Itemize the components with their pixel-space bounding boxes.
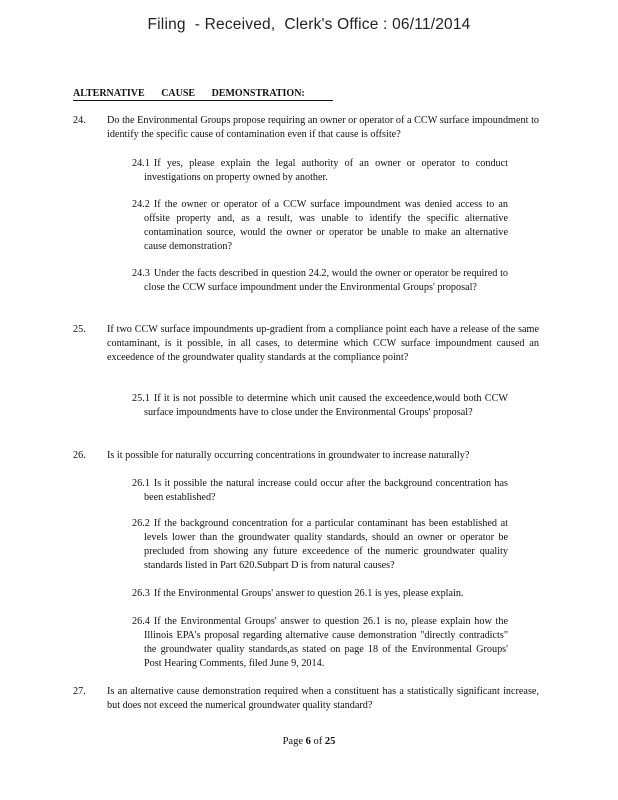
section-title: ALTERNATIVE CAUSE DEMONSTRATION: bbox=[73, 88, 333, 101]
total-pages: 25 bbox=[324, 736, 336, 747]
subquestion-text: 24.2 If the owner or operator of a CCW surface impoundment was denied access to an offsite property and, as a result, was unable to identify the specific alternative contamination source, would the owner or operator be unable to make an alternative cause demonstration? bbox=[132, 199, 508, 252]
question-number: 24. bbox=[73, 115, 86, 126]
question-text: If two CCW surface impoundments up-gradient from a compliance point each have a release of the same contaminant, is it possible, in all cases, to determine which CCW surface impoundment caused an exceedence of the groundwater quality standards at the compliance point? bbox=[107, 324, 539, 363]
subquestion-number-inline: 26.3 bbox=[132, 588, 150, 599]
subquestion-text: 26.4 If the Environmental Groups' answer to question 26.1 is no, please explain how the Illinois EPA's proposal regarding alternative cause demonstration "directly contradicts" the groundwater quality standards,as stated on page 18 of the Environmental Groups' Post Hearing Comments, filed June 9, 2014. bbox=[132, 616, 508, 669]
question-text: Do the Environmental Groups propose requiring an owner or operator of a CCW surface impoundment to identify the specific cause of contamination even if that cause is offsite? bbox=[107, 115, 539, 140]
subquestion-text: 24.3 Under the facts described in question 24.2, would the owner or operator be required to close the CCW surface impoundment under the Environmental Groups' proposal? bbox=[132, 268, 508, 293]
subquestion-text: 25.1 If it is not possible to determine which unit caused the exceedence,would both CCW surface impoundments have to close under the Environmental Groups' proposal? bbox=[132, 393, 508, 418]
subquestion-number-inline: 26.4 bbox=[132, 616, 150, 627]
filing-stamp: Filing - Received, Clerk's Office : 06/11/2014 bbox=[147, 16, 471, 33]
question-number: 25. bbox=[73, 324, 86, 335]
subquestion-number-inline: 24.1 bbox=[132, 158, 150, 169]
subquestion-number-inline: 24.2 bbox=[132, 199, 150, 210]
question-number: 26. bbox=[73, 450, 86, 461]
subquestion-text: 26.1 Is it possible the natural increase could occur after the background concentration has been established? bbox=[132, 478, 508, 503]
subquestion-number-inline: 24.3 bbox=[132, 268, 150, 279]
question-number: 27. bbox=[73, 686, 86, 697]
subquestion-text: 26.3 If the Environmental Groups' answer to question 26.1 is yes, please explain. bbox=[132, 588, 464, 599]
subquestion-number-inline: 26.2 bbox=[132, 518, 150, 529]
page-footer bbox=[0, 736, 618, 747]
subquestion-text: 26.2 If the background concentration for a particular contaminant has been established at levels lower than the groundwater quality standards, should an owner or operator be precluded from showing any future exceedence of the numeric groundwater quality standards listed in Part 620.Subpart D is from natural causes? bbox=[132, 518, 508, 571]
question-text: Is an alternative cause demonstration required when a constituent has a statistically significant increase, but does not exceed the numerical groundwater quality standard? bbox=[107, 686, 539, 711]
page-number: 6 bbox=[305, 736, 311, 747]
subquestion-number-inline: 26.1 bbox=[132, 478, 150, 489]
subquestion-text: 24.1 If yes, please explain the legal authority of an owner or operator to conduct investigations on property owned by another. bbox=[132, 158, 508, 183]
of-label: of bbox=[313, 736, 323, 747]
question-text: Is it possible for naturally occurring concentrations in groundwater to increase naturally? bbox=[107, 450, 470, 461]
page-label: Page bbox=[282, 736, 304, 747]
subquestion-number-inline: 25.1 bbox=[132, 393, 150, 404]
